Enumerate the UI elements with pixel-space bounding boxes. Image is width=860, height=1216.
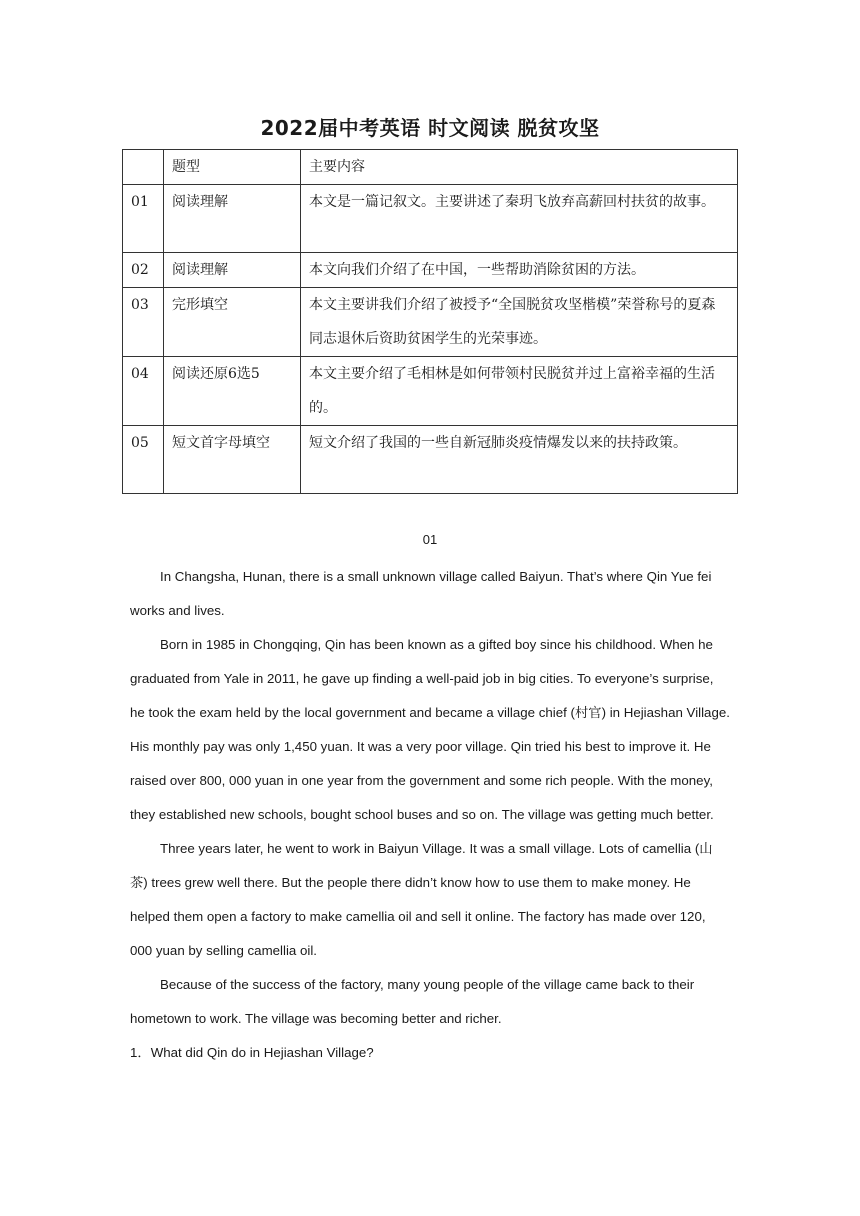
summary-table [122,149,738,494]
paragraph: Born in 1985 in Chongqing, Qin has been known as a gifted boy since his childhood. When he graduated from Yale in 2011, he gave up finding a well-paid job in big cities. To everyone’s surprise, he took the exam held by the local government and became a village chief (村官) in Hejiashan Village. His monthly pay was only 1,450 yuan. It was a very poor village. Qin tried his best to improve it. He raised over 800, 000 yuan in one year from the government and some rich people. With the money, they established new schools, bought school buses and so on. The village was getting much better. [130,637,730,822]
paragraph: In Changsha, Hunan, there is a small unknown village called Baiyun. That’s where Qin Yue fei works and lives. [130,569,712,618]
row-number: 01 [123,185,164,253]
paragraph: Because of the success of the factory, many young people of the village came back to their hometown to work. The village was becoming better and richer. [130,977,695,1026]
row-number: 03 [123,288,164,357]
row-content: 本文是一篇记叙文。主要讲述了秦玥飞放弃高薪回村扶贫的故事。 [301,185,738,253]
row-type: 阅读还原6选5 [164,357,301,426]
row-content: 本文向我们介绍了在中国，一些帮助消除贫困的方法。 [301,253,738,288]
reading-passage [130,560,730,1070]
table-row [123,288,738,357]
row-number: 04 [123,357,164,426]
table-header-row [123,150,738,185]
row-content: 短文介绍了我国的一些自新冠肺炎疫情爆发以来的扶持政策。 [301,426,738,494]
table-row [123,185,738,253]
document-title: 2022届中考英语 时文阅读 脱贫攻坚 [260,116,600,140]
table-row [123,426,738,494]
row-type: 阅读理解 [164,185,301,253]
row-number: 05 [123,426,164,494]
row-number: 02 [123,253,164,288]
header-cell-content: 主要内容 [301,150,738,185]
row-type: 短文首字母填空 [164,426,301,494]
section-number: 01 [422,532,438,547]
row-type: 完形填空 [164,288,301,357]
row-content: 本文主要介绍了毛相林是如何带领村民脱贫并过上富裕幸福的生活的。 [301,357,738,426]
header-cell-num [123,150,164,185]
row-type: 阅读理解 [164,253,301,288]
table-row [123,253,738,288]
row-content: 本文主要讲我们介绍了被授予“全国脱贫攻坚楷模”荣誉称号的夏森同志退休后资助贫困学生的光荣事迹。 [301,288,738,357]
table-row [123,357,738,426]
paragraph: Three years later, he went to work in Baiyun Village. It was a small village. Lots of camellia (山茶) trees grew well there. But the people there didn’t know how to use them to make money. He helped them open a factory to make camellia oil and sell it online. The factory has made over 120, 000 yuan by selling camellia oil. [130,841,713,958]
header-cell-type: 题型 [164,150,301,185]
question: 1．What did Qin do in Hejiashan Village? [130,1045,374,1060]
